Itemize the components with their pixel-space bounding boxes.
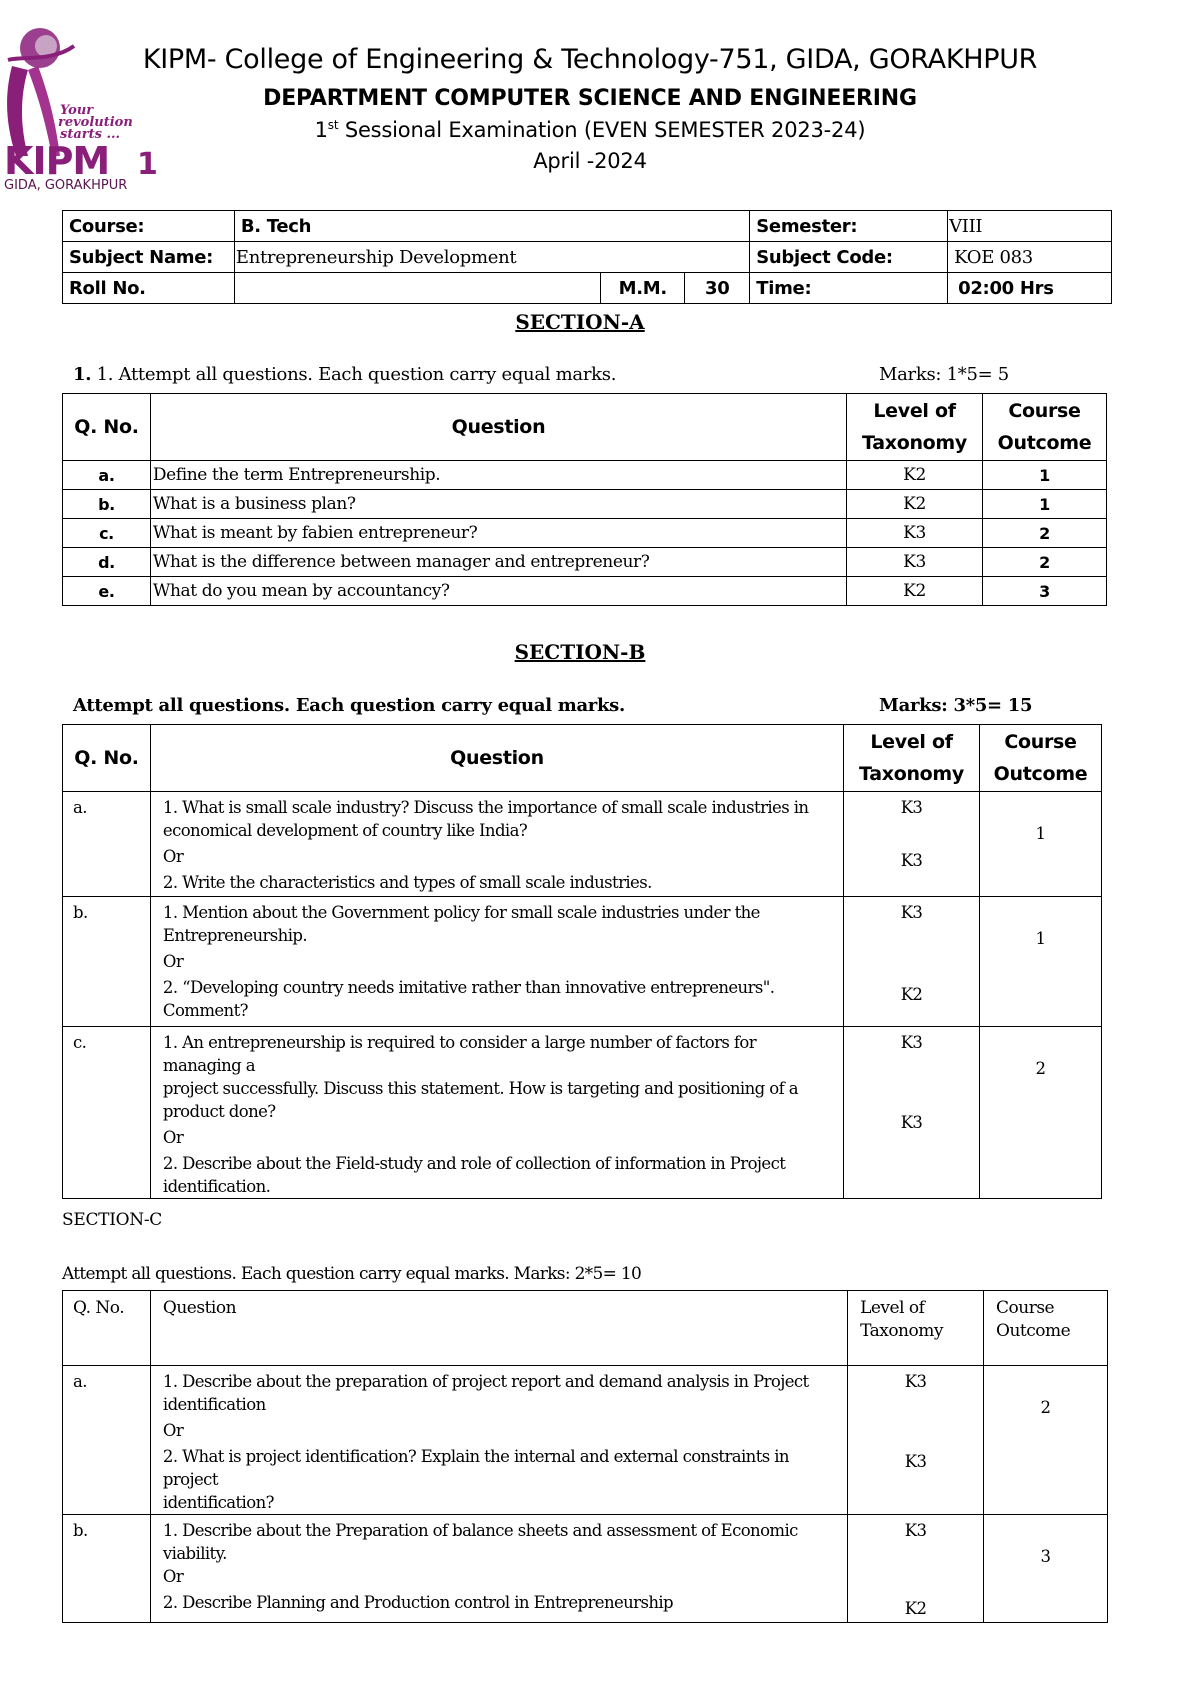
question-line: project successfully. Discuss this statement. How is targeting and positioning of a: [162, 1079, 798, 1098]
level-cell: [848, 1366, 984, 1515]
level-cell: K2: [847, 490, 983, 519]
qno-cell: a.: [63, 792, 151, 897]
level-header: [847, 394, 983, 461]
outcome-cell: [980, 1027, 1102, 1199]
level-cell: [844, 792, 980, 897]
outcome-cell: 2: [983, 519, 1107, 548]
qno-header: Q. No.: [63, 725, 151, 792]
outcome-header-1: Course: [996, 1298, 1055, 1318]
section-a-instruction-text: 1. Attempt all questions. Each question carry equal marks.: [91, 364, 617, 385]
level-header-2: Taxonomy: [860, 1321, 943, 1341]
or-label: Or: [162, 1128, 184, 1147]
subject-code-value: KOE 083: [948, 242, 1112, 273]
section-a-number: 1.: [73, 364, 92, 385]
subject-value: Entrepreneurship Development: [234, 242, 749, 273]
exam-date: April -2024: [533, 149, 647, 173]
logo-tagline-2: revolution: [58, 115, 133, 130]
question-line: 2. “Developing country needs imitative rather than innovative entrepreneurs".: [162, 978, 775, 997]
question-line: viability.: [162, 1544, 227, 1563]
section-c-table: [62, 1290, 1108, 1623]
course-value: B. Tech: [234, 211, 749, 242]
info-row-course: [63, 211, 1112, 242]
subject-label: Subject Name:: [63, 242, 235, 273]
outcome-header: [983, 394, 1107, 461]
question-line: 1. Describe about the preparation of project report and demand analysis in Project: [162, 1372, 809, 1391]
question-line: 2. Describe Planning and Production control in Entrepreneurship: [162, 1593, 673, 1612]
question-cell: What is meant by fabien entrepreneur?: [150, 519, 846, 548]
level-value: K2: [900, 985, 923, 1004]
level-value: K2: [904, 1599, 927, 1618]
level-header-2: Taxonomy: [862, 432, 968, 454]
level-cell: [844, 897, 980, 1027]
section-c-title: SECTION-C: [62, 1210, 162, 1230]
department-name: DEPARTMENT COMPUTER SCIENCE AND ENGINEERING: [263, 86, 917, 111]
or-label: Or: [162, 847, 184, 866]
section-a-table: [62, 393, 1107, 606]
outcome-value: 1: [1035, 824, 1046, 843]
table-row: [63, 461, 1107, 490]
question-line: 2. What is project identification? Explain the internal and external constraints in project: [162, 1447, 789, 1489]
table-row: [63, 490, 1107, 519]
level-cell: K3: [847, 519, 983, 548]
table-row: [63, 519, 1107, 548]
course-label: Course:: [63, 211, 235, 242]
question-line: 1. What is small scale industry? Discuss the importance of small scale industries in: [162, 798, 809, 817]
section-b-table: [62, 724, 1102, 1199]
outcome-value: 2: [1040, 1398, 1051, 1417]
logo-location: GIDA, GORAKHPUR: [4, 178, 128, 193]
outcome-value: 2: [1035, 1059, 1046, 1078]
question-line: 1. An entrepreneurship is required to consider a large number of factors for managing a: [162, 1033, 757, 1075]
qno-cell: e.: [63, 577, 151, 606]
outcome-value: 3: [1040, 1547, 1051, 1566]
level-cell: K2: [847, 577, 983, 606]
question-cell: [150, 1515, 847, 1623]
section-b-title: SECTION-B: [514, 640, 646, 664]
level-value: K3: [900, 903, 923, 922]
table-row: [63, 1366, 1108, 1515]
question-line: 1. Describe about the Preparation of balance sheets and assessment of Economic: [162, 1521, 798, 1540]
subject-code-label: Subject Code:: [750, 242, 948, 273]
table-row: [63, 792, 1102, 897]
section-c-header-row: [63, 1291, 1108, 1366]
question-line: product done?: [162, 1102, 276, 1121]
level-value: K3: [900, 851, 923, 870]
qno-cell: b.: [63, 897, 151, 1027]
time-label: Time:: [750, 273, 948, 304]
exam-title: [130, 118, 1050, 142]
question-header: Question: [150, 725, 843, 792]
logo-tagline-3: starts ...: [60, 127, 121, 142]
question-line: identification.: [162, 1177, 271, 1196]
question-cell: [150, 897, 843, 1027]
level-value: K3: [904, 1372, 927, 1391]
roll-value[interactable]: [234, 273, 600, 304]
question-line: economical development of country like India?: [162, 821, 528, 840]
question-line: identification: [162, 1395, 266, 1414]
roll-label: Roll No.: [63, 273, 235, 304]
qno-cell: a.: [63, 461, 151, 490]
outcome-header-1: Course: [1004, 731, 1077, 753]
level-value: K3: [900, 1033, 923, 1052]
exam-number: 1: [314, 118, 328, 142]
college-name: KIPM- College of Engineering & Technology-751, GIDA, GORAKHPUR: [142, 44, 1038, 75]
question-cell: [150, 1366, 847, 1515]
table-row: [63, 548, 1107, 577]
question-cell: What is a business plan?: [150, 490, 846, 519]
outcome-cell: [980, 897, 1102, 1027]
level-cell: K3: [847, 548, 983, 577]
outcome-cell: 2: [983, 548, 1107, 577]
question-cell: What do you mean by accountancy?: [150, 577, 846, 606]
section-b-marks: Marks: 3*5= 15: [879, 695, 1033, 716]
question-line: 2. Describe about the Field-study and role of collection of information in Project: [162, 1154, 786, 1173]
outcome-value: 1: [1035, 929, 1046, 948]
question-line: 2. Write the characteristics and types of small scale industries.: [162, 873, 652, 892]
qno-cell: b.: [63, 1515, 151, 1623]
question-cell: Define the term Entrepreneurship.: [150, 461, 846, 490]
qno-cell: a.: [63, 1366, 151, 1515]
qno-cell: d.: [63, 548, 151, 577]
level-value: K3: [904, 1521, 927, 1540]
or-label: Or: [162, 1421, 184, 1440]
level-value: K3: [900, 798, 923, 817]
section-c-instruction: Attempt all questions. Each question carry equal marks. Marks: 2*5= 10: [62, 1264, 642, 1284]
level-value: K3: [900, 1113, 923, 1132]
question-line: Entrepreneurship.: [162, 926, 307, 945]
table-row: [63, 577, 1107, 606]
level-header-2: Taxonomy: [859, 763, 965, 785]
or-label: Or: [162, 1567, 184, 1586]
section-a-instruction: [73, 364, 616, 385]
level-cell: [844, 1027, 980, 1199]
level-value: K3: [904, 1452, 927, 1471]
section-b-header-row: [63, 725, 1102, 792]
level-header-1: Level of: [870, 731, 953, 753]
outcome-header-1: Course: [1008, 400, 1081, 422]
max-marks-value: 30: [685, 273, 750, 304]
qno-cell: c.: [63, 1027, 151, 1199]
outcome-cell: [984, 1515, 1108, 1623]
outcome-header: [984, 1291, 1108, 1366]
logo-brand: KIPM: [4, 139, 110, 183]
exam-ordinal: st: [327, 118, 339, 132]
table-row: [63, 1515, 1108, 1623]
logo-digit: 1: [137, 147, 158, 182]
table-row: [63, 1027, 1102, 1199]
section-a-header-row: [63, 394, 1107, 461]
question-line: Comment?: [162, 1001, 248, 1020]
exam-description: Sessional Examination (EVEN SEMESTER 2023-24): [338, 118, 866, 142]
level-header: [848, 1291, 984, 1366]
question-line: identification?: [162, 1493, 274, 1512]
section-a-title: SECTION-A: [515, 310, 645, 334]
semester-value: VIII: [948, 211, 1112, 242]
level-header-1: Level of: [860, 1298, 925, 1318]
logo-tagline-1: Your: [60, 103, 94, 118]
or-label: Or: [162, 952, 184, 971]
level-cell: [848, 1515, 984, 1623]
outcome-cell: 3: [983, 577, 1107, 606]
semester-label: Semester:: [750, 211, 948, 242]
max-marks-label: M.M.: [601, 273, 685, 304]
outcome-header: [980, 725, 1102, 792]
level-cell: K2: [847, 461, 983, 490]
outcome-cell: [984, 1366, 1108, 1515]
section-a-marks: Marks: 1*5= 5: [879, 364, 1009, 385]
question-header: Question: [150, 394, 846, 461]
qno-header: Q. No.: [63, 394, 151, 461]
table-row: [63, 897, 1102, 1027]
qno-header: Q. No.: [63, 1291, 151, 1366]
outcome-cell: 1: [983, 461, 1107, 490]
level-header-1: Level of: [873, 400, 956, 422]
question-cell: [150, 792, 843, 897]
info-row-subject: [63, 242, 1112, 273]
section-b-instruction: Attempt all questions. Each question carry equal marks.: [73, 695, 625, 716]
qno-cell: b.: [63, 490, 151, 519]
outcome-cell: 1: [983, 490, 1107, 519]
question-header: Question: [150, 1291, 847, 1366]
info-row-roll: [63, 273, 1112, 304]
question-cell: What is the difference between manager and entrepreneur?: [150, 548, 846, 577]
qno-cell: c.: [63, 519, 151, 548]
level-header: [844, 725, 980, 792]
outcome-header-2: Outcome: [997, 432, 1092, 454]
outcome-cell: [980, 792, 1102, 897]
question-line: 1. Mention about the Government policy for small scale industries under the: [162, 903, 760, 922]
exam-info-table: [62, 210, 1112, 304]
question-cell: [150, 1027, 843, 1199]
time-value: 02:00 Hrs: [948, 273, 1112, 304]
outcome-header-2: Outcome: [993, 763, 1088, 785]
outcome-header-2: Outcome: [996, 1321, 1071, 1341]
